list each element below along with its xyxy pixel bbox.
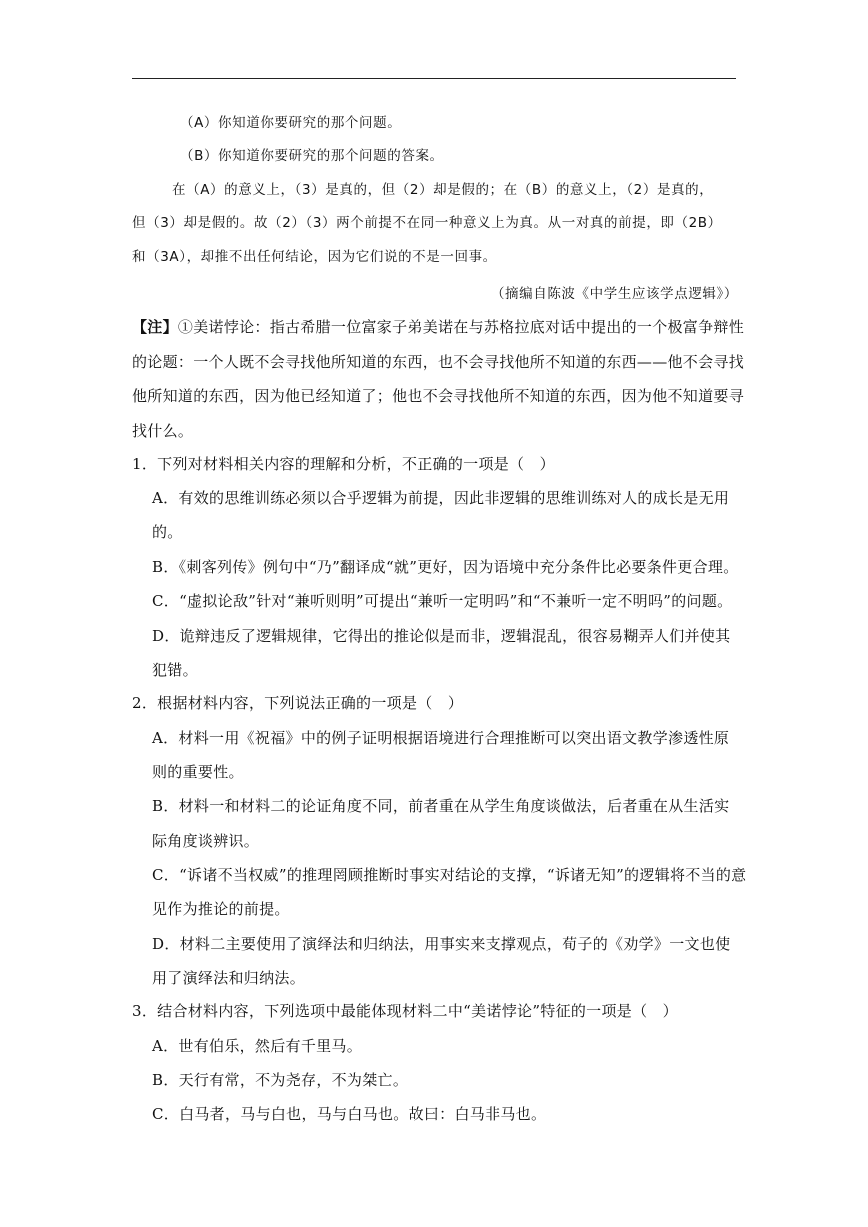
- option-b-cont: 际角度谈辨识。: [152, 832, 260, 850]
- definition-a: （A）你知道你要研究的那个问题。: [180, 115, 402, 131]
- question-stem: 3．结合材料内容，下列选项中最能体现材料二中“美诺悖论”特征的一项是（ ）: [132, 1002, 678, 1020]
- option-a-cont: 则的重要性。: [152, 763, 244, 781]
- analysis-line-3: 和（3A），却推不出任何结论，因为它们说的不是一回事。: [132, 249, 497, 265]
- option-a[interactable]: A．材料一用《祝福》中的例子证明根据语境进行合理推断可以突出语文教学渗透性原: [152, 729, 730, 747]
- source-citation: （摘编自陈波《中学生应该学点逻辑》）: [490, 286, 738, 302]
- note-line-4: 找什么。: [132, 422, 194, 440]
- question-stem: 1．下列对材料相关内容的理解和分析，不正确的一项是（ ）: [132, 455, 555, 473]
- option-a-cont: 的。: [152, 523, 183, 541]
- definition-b: （B）你知道你要研究的那个问题的答案。: [180, 148, 444, 164]
- option-b[interactable]: B．材料一和材料二的论证角度不同，前者重在从学生角度谈做法，后者重在从生活实: [152, 797, 730, 815]
- note-line-1: [132, 317, 744, 337]
- option-d[interactable]: D．材料二主要使用了演绎法和归纳法，用事实来支撑观点，荀子的《劝学》一文也使: [152, 935, 731, 953]
- option-a[interactable]: A．有效的思维训练必须以合乎逻辑为前提，因此非逻辑的思维训练对人的成长是无用: [152, 489, 730, 507]
- note-line-3: 他所知道的东西，因为他已经知道了；他也不会寻找他所不知道的东西，因为他不知道要寻: [132, 387, 745, 405]
- option-c-cont: 见作为推论的前提。: [152, 900, 290, 918]
- option-d-cont: 用了演绎法和归纳法。: [152, 969, 306, 987]
- option-b[interactable]: B．《刺客列传》例句中“乃”翻译成“就”更好，因为语境中充分条件比必要条件更合理。: [152, 558, 739, 576]
- note-text: ①美诺悖论：指古希腊一位富家子弟美诺在与苏格拉底对话中提出的一个极富争辩性: [177, 318, 745, 336]
- note-label: 【注】: [132, 318, 178, 336]
- option-d-cont: 犯错。: [152, 661, 198, 679]
- option-b[interactable]: B．天行有常，不为尧存，不为桀亡。: [152, 1071, 409, 1089]
- header-rule: [132, 78, 736, 79]
- note-line-2: 的论题：一个人既不会寻找他所知道的东西，也不会寻找他所不知道的东西——他不会寻找: [132, 353, 745, 371]
- option-d[interactable]: D．诡辩违反了逻辑规律，它得出的推论似是而非，逻辑混乱，很容易糊弄人们并使其: [152, 627, 731, 645]
- option-c[interactable]: C．白马者，马与白也，马与白马也。故曰：白马非马也。: [152, 1105, 547, 1123]
- option-c[interactable]: C．“虚拟论敌”针对“兼听则明”可提出“兼听一定明吗”和“不兼听一定不明吗”的问题。: [152, 592, 733, 610]
- analysis-line-1: 在（A）的意义上，（3）是真的，但（2）却是假的；在（B）的意义上，（2）是真的，: [172, 182, 714, 198]
- analysis-line-2: 但（3）却是假的。故（2）（3）两个前提不在同一种意义上为真。从一对真的前提，即（2B）: [132, 215, 722, 231]
- option-a[interactable]: A．世有伯乐，然后有千里马。: [152, 1037, 363, 1055]
- option-c[interactable]: C．“诉诸不当权威”的推理罔顾推断时事实对结论的支撑，“诉诸无知”的逻辑将不当的意: [152, 866, 747, 884]
- question-stem: 2．根据材料内容，下列说法正确的一项是（ ）: [132, 694, 464, 712]
